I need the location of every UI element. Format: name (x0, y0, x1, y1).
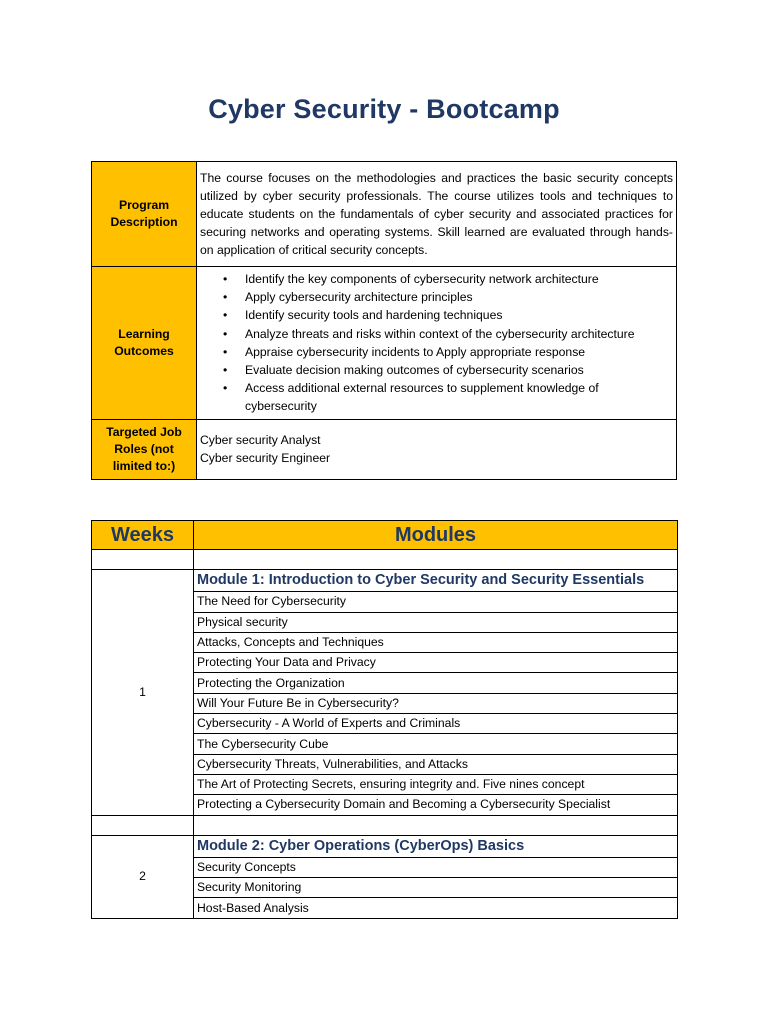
learning-outcome-item: • Identify security tools and hardening techniques (200, 306, 673, 324)
modules-table (91, 520, 678, 919)
module-title: Module 2: Cyber Operations (CyberOps) Basics (194, 835, 678, 857)
module-topic: Security Monitoring (194, 878, 678, 898)
module-title: Module 1: Introduction to Cyber Security and Security Essentials (194, 570, 678, 592)
learning-outcomes-list (200, 270, 673, 416)
spacer-row (92, 815, 678, 835)
module-topic: The Cybersecurity Cube (194, 734, 678, 754)
learning-outcomes-row (92, 267, 677, 420)
learning-outcome-item: • Identify the key components of cybersecurity network architecture (200, 270, 673, 288)
modules-header-row (92, 521, 678, 550)
learning-outcomes-cell (197, 267, 677, 420)
program-info-table (91, 161, 677, 480)
weeks-header: Weeks (92, 521, 194, 550)
job-role-item: Cyber security Analyst (200, 433, 321, 448)
module-topic: Cybersecurity - A World of Experts and Criminals (194, 714, 678, 734)
week-number: 2 (92, 835, 194, 918)
module-title-row (92, 835, 678, 857)
learning-outcome-item: • Appraise cybersecurity incidents to Apply appropriate response (200, 343, 673, 361)
module-title-row (92, 570, 678, 592)
module-topic: Protecting Your Data and Privacy (194, 653, 678, 673)
job-roles-label: Targeted Job Roles (not limited to:) (92, 419, 197, 479)
module-topic: Will Your Future Be in Cybersecurity? (194, 693, 678, 713)
job-roles-row (92, 419, 677, 479)
program-description-label: Program Description (92, 162, 197, 267)
module-topic: Host-Based Analysis (194, 898, 678, 918)
module-topic: Attacks, Concepts and Techniques (194, 632, 678, 652)
module-topic: Protecting a Cybersecurity Domain and Becoming a Cybersecurity Specialist (194, 795, 678, 815)
page-title: Cyber Security - Bootcamp (208, 94, 560, 124)
learning-outcome-item: • Access additional external resources to supplement knowledge of cybersecurity (200, 379, 673, 415)
program-description-row (92, 162, 677, 267)
job-role-item: Cyber security Engineer (200, 451, 331, 466)
learning-outcome-item: • Analyze threats and risks within context of the cybersecurity architecture (200, 325, 673, 343)
learning-outcomes-label: Learning Outcomes (92, 267, 197, 420)
module-topic: Cybersecurity Threats, Vulnerabilities, and Attacks (194, 754, 678, 774)
module-topic: The Art of Protecting Secrets, ensuring integrity and. Five nines concept (194, 774, 678, 794)
module-topic: Protecting the Organization (194, 673, 678, 693)
module-topic: The Need for Cybersecurity (194, 592, 678, 612)
program-description-text: The course focuses on the methodologies and practices the basic security concepts utilized by cyber security professionals. The course utilizes tools and techniques to educate students on the fundamentals of cyber security and associated practices for securing networks and operating systems. Skill learned are evaluated through hands-on application of critical security concepts. (197, 162, 677, 267)
job-roles-cell (197, 419, 677, 479)
week-number: 1 (92, 570, 194, 815)
modules-header: Modules (194, 521, 678, 550)
module-topic: Security Concepts (194, 857, 678, 877)
spacer-row (92, 550, 678, 570)
learning-outcome-item: • Apply cybersecurity architecture principles (200, 288, 673, 306)
module-topic: Physical security (194, 612, 678, 632)
learning-outcome-item: • Evaluate decision making outcomes of cybersecurity scenarios (200, 361, 673, 379)
